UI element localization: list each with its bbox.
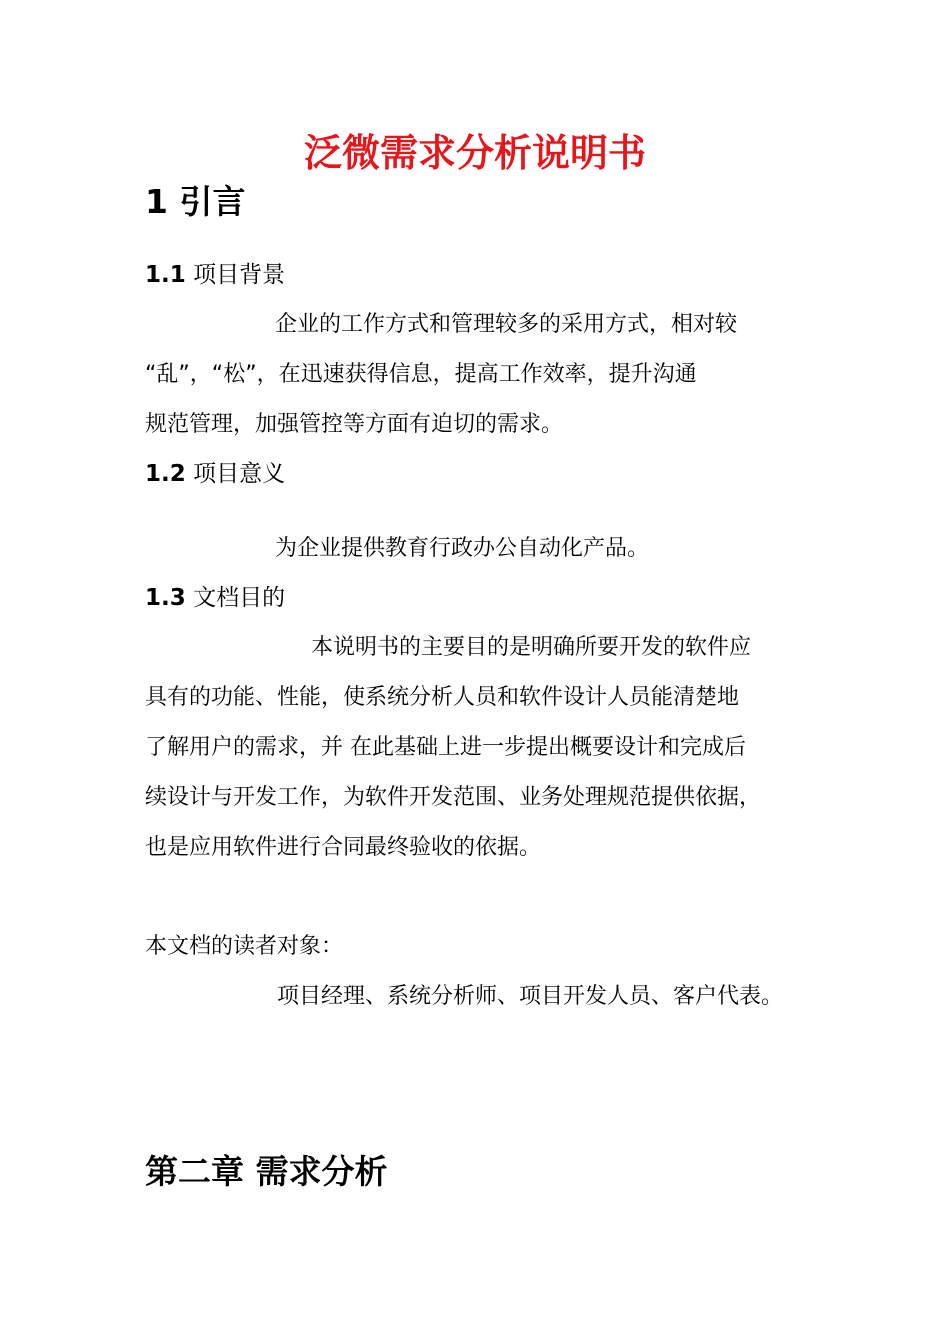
paragraph-line: 也是应用软件进行合同最终验收的依据。: [145, 835, 542, 860]
readers-list: 项目经理、系统分析师、项目开发人员、客户代表。: [277, 984, 784, 1009]
section-title: 项目意义: [193, 461, 286, 487]
paragraph-line: “乱”，“松”，在迅速获得信息，提高工作效率，提升沟通: [145, 362, 697, 387]
document-title: 泛微需求分析说明书: [303, 130, 646, 175]
section-1-1-heading: [145, 258, 285, 292]
paragraph-line: 规范管理，加强管控等方面有迫切的需求。: [145, 412, 564, 437]
section-1-3-heading: [145, 581, 285, 615]
section-number: 1.3: [145, 585, 186, 611]
paragraph-line: 具有的功能、性能，使系统分析人员和软件设计人员能清楚地: [145, 685, 740, 710]
paragraph-line: 本说明书的主要目的是明确所要开发的软件应: [311, 635, 752, 660]
chapter-2-heading: 第二章 需求分析: [145, 1152, 388, 1191]
section-title: 项目背景: [193, 262, 286, 288]
paragraph-line: 企业的工作方式和管理较多的采用方式，相对较: [275, 312, 738, 337]
chapter-1-heading: 1 引言: [145, 182, 246, 221]
section-1-2-heading: [145, 457, 285, 491]
paragraph-line: 为企业提供教育行政办公自动化产品。: [275, 536, 650, 561]
section-number: 1.1: [145, 262, 186, 288]
section-title: 文档目的: [193, 585, 286, 611]
section-number: 1.2: [145, 461, 186, 487]
readers-label: 本文档的读者对象：: [145, 934, 344, 959]
paragraph-line: 续设计与开发工作，为软件开发范围、业务处理规范提供依据，: [145, 785, 762, 810]
paragraph-line: 了解用户的需求，并 在此基础上进一步提出概要设计和完成后: [145, 735, 746, 760]
